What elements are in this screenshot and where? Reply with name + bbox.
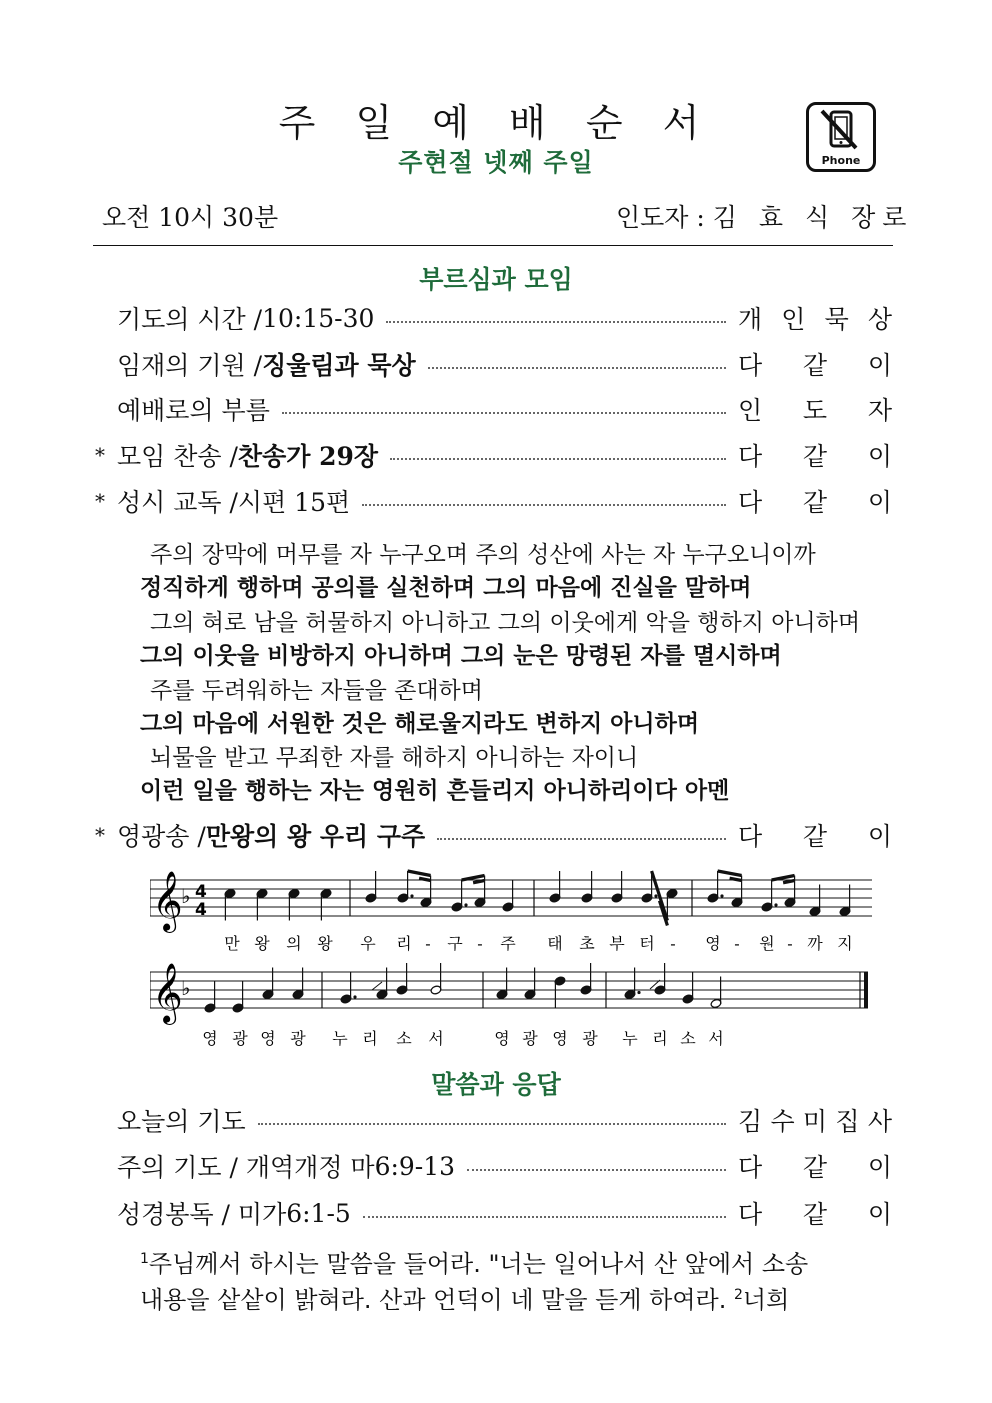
who-char: 인: [781, 305, 806, 334]
order-extra: 만왕의 왕 우리 구주: [205, 822, 426, 851]
bible-line-2: [140, 1280, 789, 1315]
who-char: 이: [867, 1200, 892, 1229]
dot-leader: [386, 321, 726, 323]
order-extra: 찬송가 29장: [237, 442, 379, 471]
page-title: 주 일 예 배 순 서: [278, 101, 714, 145]
order-label: 임재의 기원 /: [117, 351, 263, 380]
order-who: [738, 300, 892, 336]
order-who: [738, 391, 892, 427]
order-extra: 징울림과 묵상: [262, 351, 416, 380]
section-word: 말씀과 응답: [431, 1070, 561, 1099]
who-char: 인: [738, 396, 763, 425]
section-gathering: 부르심과 모임: [419, 265, 573, 294]
lyric-syllable: 까: [807, 934, 823, 953]
header-divider: [93, 245, 893, 246]
flat-icon: ♭: [181, 884, 191, 908]
dot-leader: [362, 504, 726, 506]
page-subtitle: 주현절 넷째 주일: [398, 148, 594, 177]
psalm-line-3: 그의 혀로 남을 허물하지 아니하고 그의 이웃에게 악을 행하지 아니하며: [150, 610, 861, 636]
time-signature-bottom: 4: [195, 900, 207, 920]
lyric-syllable: 원: [759, 934, 775, 953]
lyric-syllable: 지: [837, 934, 853, 953]
psalm-line-4: 그의 이웃을 비방하지 아니하며 그의 눈은 망령된 자를 멸시하며: [140, 643, 782, 669]
lyric-syllable: 부: [609, 934, 625, 953]
flat-icon: ♭: [181, 976, 191, 1000]
who-char: 상: [867, 305, 892, 334]
lyric-syllable: -: [670, 934, 676, 953]
order-label: 성시 교독 /: [117, 488, 238, 517]
lyric-syllable: 초: [579, 934, 595, 953]
order-row: [95, 391, 892, 427]
order-row: [95, 1102, 892, 1138]
treble-clef-icon: 𝄞: [152, 963, 183, 1023]
lyric-syllable: 터: [639, 934, 655, 953]
service-leader: [616, 198, 913, 234]
phone-label: Phone: [821, 154, 861, 167]
standing-mark: *: [95, 823, 105, 847]
dot-leader: [282, 412, 726, 414]
order-who: [738, 1148, 892, 1184]
lyric-syllable: -: [787, 934, 793, 953]
who-char: 자: [867, 396, 892, 425]
order-who: [738, 817, 892, 853]
lyric-syllable: 리: [652, 1029, 668, 1048]
dot-leader: [258, 1123, 726, 1125]
order-row-gloria: [95, 817, 892, 853]
order-label: 영광송 /: [117, 822, 206, 851]
lyric-syllable: 영: [202, 1029, 218, 1048]
who-char: 다: [738, 488, 763, 517]
order-who: [738, 1102, 892, 1138]
lyric-syllable: 광: [290, 1029, 306, 1048]
order-row: [95, 1148, 892, 1184]
lyric-syllable: 태: [547, 934, 563, 953]
order-who: [738, 483, 892, 519]
order-label: 기도의 시간 /: [117, 305, 263, 334]
order-extra: 6:9-13: [374, 1151, 456, 1181]
who-char: 같: [802, 351, 828, 380]
lyric-syllable: 주: [500, 934, 516, 953]
bible-text: 너희: [742, 1286, 790, 1314]
who-char: 미: [802, 1107, 828, 1136]
who-char: 이: [867, 488, 892, 517]
time-signature-top: 4: [195, 882, 207, 902]
order-label: 모임 찬송 /: [117, 442, 238, 471]
music-score: [150, 868, 880, 1058]
order-row: [95, 483, 892, 519]
lyric-syllable: 영: [494, 1029, 510, 1048]
who-char: 묵: [824, 305, 849, 334]
order-row: [95, 346, 892, 382]
who-char: 이: [867, 1153, 892, 1182]
who-char: 같: [802, 1200, 828, 1229]
lyric-syllable: 광: [232, 1029, 248, 1048]
who-char: 집: [835, 1107, 860, 1136]
lyric-syllable: 왕: [317, 934, 333, 953]
leader-prefix: 인도자 :: [616, 203, 713, 232]
order-who: [738, 346, 892, 382]
bible-line-1: [140, 1244, 808, 1279]
staff-line-2: [150, 963, 868, 1048]
who-char: 같: [802, 1153, 828, 1182]
lyric-syllable: 서: [708, 1029, 724, 1048]
verse-number: 1: [140, 1251, 149, 1267]
order-row: [95, 300, 892, 336]
psalm-line-6: 그의 마음에 서원한 것은 해로울지라도 변하지 아니하며: [140, 711, 700, 737]
lyric-syllable: 소: [680, 1029, 696, 1048]
who-char: 이: [867, 442, 892, 471]
psalm-line-1: 주의 장막에 머무를 자 누구오며 주의 성산에 사는 자 누구오니이까: [150, 542, 816, 568]
order-label: 주의 기도 / 개역개정 마: [117, 1153, 375, 1182]
who-char: 다: [738, 351, 763, 380]
order-label: 예배로의 부름: [117, 396, 270, 425]
order-who: [738, 1195, 892, 1231]
standing-mark: *: [95, 443, 105, 467]
lyric-syllable: 리: [362, 1029, 378, 1048]
order-row: [95, 437, 892, 473]
who-char: 이: [867, 822, 892, 851]
lyric-syllable: 광: [582, 1029, 598, 1048]
bible-text: 주님께서 하시는 말씀을 들어라. "너는 일어나서 산 앞에서 소송: [148, 1250, 809, 1278]
lyric-syllable: 소: [396, 1029, 412, 1048]
psalm-line-7: 뇌물을 받고 무죄한 자를 해하지 아니하는 자이니: [150, 745, 639, 771]
who-char: 사: [867, 1107, 892, 1136]
order-extra: 6:1-5: [286, 1198, 351, 1228]
order-label: 성경봉독 / 미가: [117, 1200, 287, 1229]
lyric-syllable: 영: [552, 1029, 568, 1048]
lyric-syllable: -: [477, 934, 483, 953]
order-label: 오늘의 기도: [117, 1107, 246, 1136]
treble-clef-icon: 𝄞: [152, 871, 183, 931]
who-char: 수: [770, 1107, 795, 1136]
lyric-syllable: -: [734, 934, 740, 953]
lyric-syllable: 영: [705, 934, 721, 953]
who-char: 도: [802, 396, 828, 425]
who-char: 이: [867, 351, 892, 380]
lyric-syllable: 누: [332, 1029, 348, 1048]
dot-leader: [390, 458, 726, 460]
who-char: 다: [738, 822, 763, 851]
dot-leader: [437, 838, 726, 840]
who-char: 같: [802, 822, 828, 851]
standing-mark: *: [95, 489, 105, 513]
lyric-syllable: -: [425, 934, 431, 953]
psalm-line-8: 이런 일을 행하는 자는 영원히 흔들리지 아니하리이다 아멘: [140, 778, 730, 804]
lyric-syllable: 광: [522, 1029, 538, 1048]
lyric-syllable: 서: [428, 1029, 444, 1048]
who-char: 김: [738, 1107, 763, 1136]
who-char: 같: [802, 488, 828, 517]
verse-number: 2: [733, 1287, 743, 1303]
staff-line-1: [150, 871, 872, 953]
psalm-line-2: 정직하게 행하며 공의를 실천하며 그의 마음에 진실을 말하며: [140, 575, 752, 601]
dot-leader: [428, 367, 726, 369]
service-time: 오전 10시 30분: [102, 203, 279, 232]
lyric-syllable: 우: [360, 934, 376, 953]
order-who: [738, 437, 892, 473]
who-char: 다: [738, 1153, 763, 1182]
lyric-syllable: 누: [622, 1029, 638, 1048]
who-char: 개: [738, 305, 763, 334]
no-phone-icon: [806, 102, 876, 172]
lyric-syllable: 왕: [254, 934, 270, 953]
lyric-syllable: 리: [396, 934, 412, 953]
lyric-syllable: 구: [447, 934, 463, 953]
lyric-syllable: 만: [224, 934, 240, 953]
order-extra: 시편 15편: [237, 488, 351, 517]
who-char: 다: [738, 442, 763, 471]
dot-leader: [467, 1169, 726, 1171]
lyric-syllable: 영: [260, 1029, 276, 1048]
lyric-syllable: 의: [286, 934, 302, 953]
dot-leader: [363, 1216, 726, 1218]
who-char: 같: [802, 442, 828, 471]
bible-text: 내용을 샅샅이 밝혀라. 산과 언덕이 네 말을 듣게 하여라.: [140, 1286, 734, 1314]
order-extra: 10:15-30: [262, 303, 375, 333]
who-char: 다: [738, 1200, 763, 1229]
psalm-line-5: 주를 두려워하는 자들을 존대하며: [150, 678, 483, 704]
leader-name: 김 효 식 장로: [712, 203, 914, 232]
order-row: [95, 1195, 892, 1231]
